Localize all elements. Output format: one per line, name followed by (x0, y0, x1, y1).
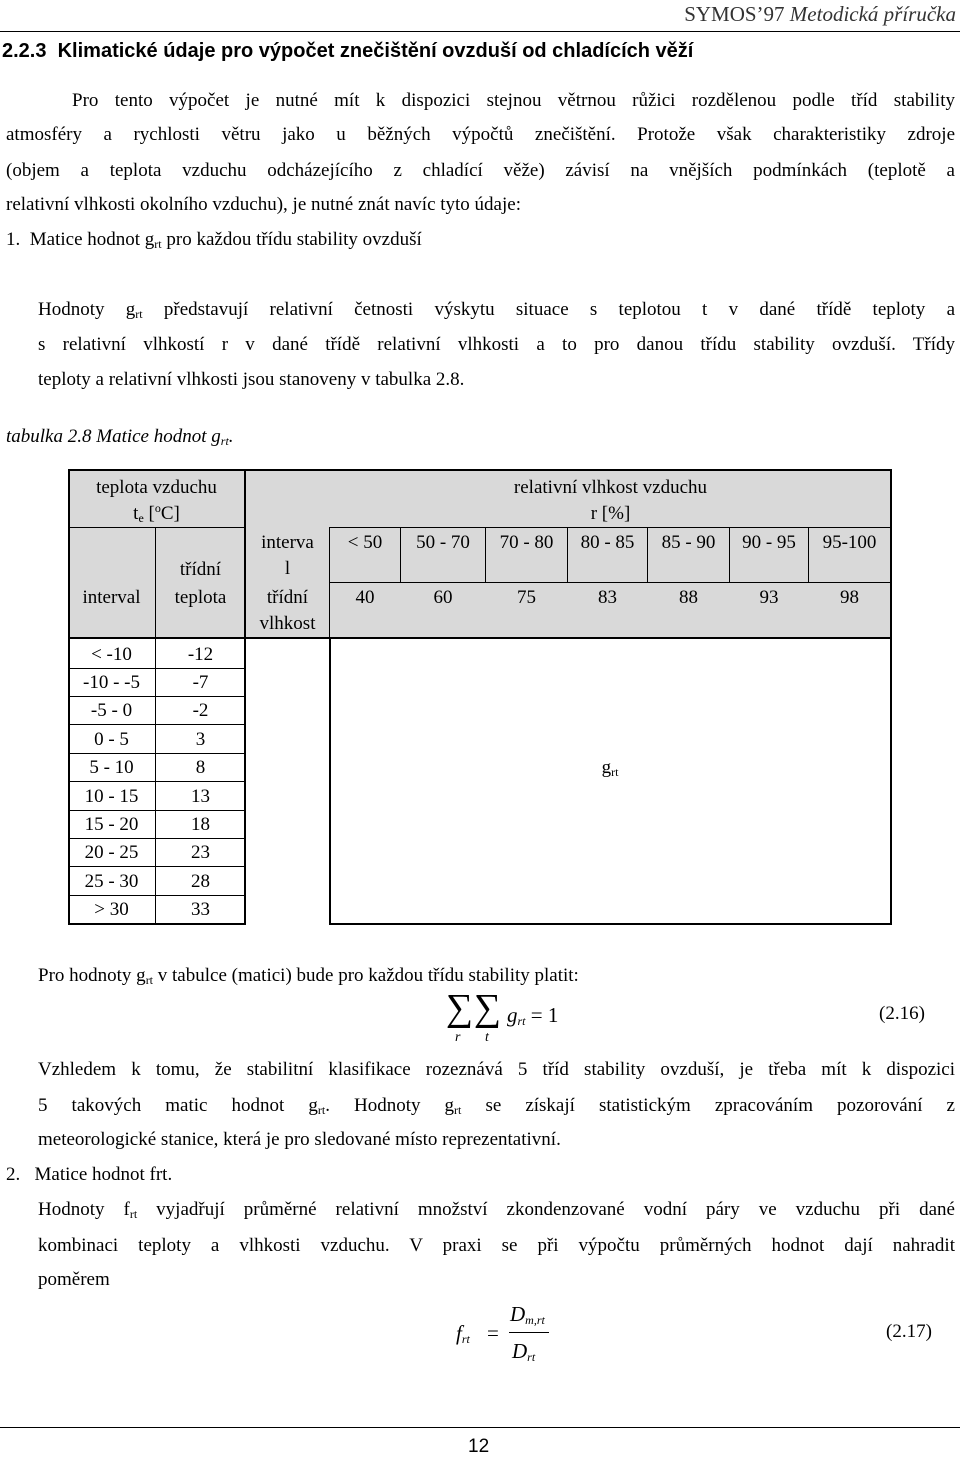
intro-line-2: atmosféry a rychlosti větru jako u běžných výpočtů znečištění. Protože však charakteristiky zdroje (6, 124, 955, 145)
para2-pre: Hodnoty g (38, 299, 136, 320)
temp-class-cell: 23 (191, 842, 210, 863)
interval-label: interval (82, 587, 141, 608)
page-number: 12 (468, 1436, 490, 1457)
item-2-number: 2. (6, 1164, 21, 1185)
para4-line-3: meteorologické stanice, která je pro sledované místo reprezentativní. (38, 1129, 561, 1150)
header-doc: SYMOS’97 (684, 2, 785, 26)
para2-line-2: s relativní vlhkostí r v dané třídě relativní vlhkosti a to pro danou třídu stability ovzduší. Třídy (38, 334, 955, 355)
section-number: 2.2.3 (2, 40, 47, 62)
header-rule (0, 31, 960, 32)
left-header-unit-post: C] (160, 503, 180, 524)
matrix-body-label (560, 757, 660, 779)
eq17-f: f (456, 1321, 462, 1345)
para4-line-1: Vzhledem k tomu, že stabilitní klasifikace rozeznává 5 tříd stability ovzduší, je třeba mít k dispozici (38, 1059, 955, 1080)
temp-class-cell: -7 (192, 672, 209, 693)
section-heading (2, 40, 693, 63)
para5-line-1 (38, 1199, 955, 1221)
mid-interval-label-1: interva (261, 532, 314, 553)
temp-class-cell: 8 (195, 757, 206, 778)
sum-index-t: t (485, 1030, 489, 1045)
caption-sub: rt (220, 434, 229, 448)
para3-post: v tabulce (matici) bude pro každou třídu stability platit: (153, 965, 579, 986)
item-1-sub: rt (154, 237, 162, 251)
para5-line-2: kombinaci teploty a vlhkosti vzduchu. V praxi se při výpočtu průměrných hodnot dají nahradit (38, 1235, 955, 1256)
temp-interval-cell: 5 - 10 (89, 757, 134, 778)
row-rule (68, 724, 245, 725)
eq17-lhs (456, 1321, 470, 1346)
row-rule (68, 753, 245, 754)
para3-sub: rt (145, 973, 154, 987)
humidity-class-cell: 75 (517, 587, 536, 608)
item-2 (6, 1164, 172, 1186)
humidity-class-cell: 93 (759, 587, 779, 608)
para2-sub: rt (135, 307, 143, 321)
row-rule (68, 810, 245, 811)
body-right-bottom-border (329, 923, 892, 925)
header-title (684, 2, 956, 27)
eq16-rhs: = 1 (530, 1003, 559, 1027)
para4-line-2 (38, 1095, 955, 1117)
temp-interval-cell: > 30 (94, 899, 129, 920)
right-header-line1: relativní vlhkost vzduchu (513, 477, 708, 498)
item-1 (6, 229, 422, 251)
row-rule (68, 696, 245, 697)
row-rule (68, 668, 245, 669)
sum-index-r: r (455, 1030, 461, 1045)
left-header-line2 (68, 503, 245, 525)
right-header-rule-1 (330, 527, 891, 528)
table-bottom-border (68, 923, 246, 925)
para4-a: 5 takových matic hodnot g (38, 1095, 318, 1116)
temp-interval-cell: -10 - -5 (83, 672, 140, 693)
temp-interval-cell: 20 - 25 (84, 842, 139, 863)
eq17-numerator (510, 1302, 545, 1327)
eq17-f-sub: rt (461, 1332, 470, 1346)
temp-class-cell: -12 (187, 644, 214, 665)
left-header-degree: o (154, 501, 161, 515)
eq17-den-d: D (512, 1339, 528, 1363)
para3 (38, 965, 579, 987)
mid-class-label-1: třídní (266, 587, 309, 608)
item-1-text (30, 229, 422, 250)
temp-class-cell: 3 (195, 729, 206, 750)
humidity-interval-cell: 85 - 90 (661, 532, 716, 553)
row-rule (68, 866, 245, 867)
humidity-class-cell: 40 (355, 587, 375, 608)
eq17-fraction-bar (509, 1332, 549, 1333)
item-1-number: 1. (6, 229, 21, 250)
para2-line-3: teploty a relativní vlhkosti jsou stanoveny v tabulka 2.8. (38, 369, 465, 390)
matrix-body-g: g (601, 757, 612, 778)
caption-post: . (228, 426, 234, 447)
para4-sub2: rt (454, 1103, 462, 1117)
temp-interval-cell: 0 - 5 (94, 729, 129, 750)
eq17-den-sub: rt (527, 1350, 536, 1364)
humidity-class-cell: 60 (433, 587, 453, 608)
intro-line-3: (objem a teplota vzduchu odcházejícího z chladící věže) závisí na vnějších podmínkách (teplotě a (6, 160, 955, 181)
humidity-interval-cell: 70 - 80 (499, 532, 554, 553)
humidity-interval-cell: < 50 (347, 532, 383, 553)
humidity-interval-cell: 50 - 70 (416, 532, 470, 553)
temp-interval-cell: 10 - 15 (84, 786, 139, 807)
temp-interval-cell: < -10 (91, 644, 132, 665)
temp-interval-cell: -5 - 0 (90, 700, 133, 721)
para5-post: vyjadřují průměrné relativní množství zkondenzované vodní páry ve vzduchu při dané (137, 1199, 955, 1220)
temp-class-cell: 18 (191, 814, 210, 835)
eq17-num-sub: m,rt (525, 1313, 545, 1327)
row-rule (68, 781, 245, 782)
temp-class-cell: -2 (192, 700, 209, 721)
temp-class-cell: 28 (191, 871, 210, 892)
left-header-line1: teplota vzduchu (96, 477, 217, 498)
eq17-equals: = (487, 1321, 499, 1345)
header-subtitle: Metodická příručka (789, 2, 956, 26)
eq17-num-d: D (510, 1302, 526, 1326)
item-2-text: Matice hodnot frt. (34, 1164, 173, 1185)
eq16-body (507, 1003, 558, 1028)
humidity-interval-cell: 80 - 85 (580, 532, 635, 553)
item-1-pre: Matice hodnot g (29, 229, 155, 250)
left-header-rule (68, 527, 245, 528)
humidity-class-cell: 88 (679, 587, 698, 608)
para4-b: . Hodnoty g (325, 1095, 455, 1116)
temp-interval-cell: 15 - 20 (84, 814, 139, 835)
para4-sub1: rt (317, 1103, 326, 1117)
sum-symbol-r: ∑ (446, 987, 474, 1029)
body-right-border (890, 637, 892, 925)
para5-line-3: poměrem (38, 1269, 110, 1290)
para5-pre: Hodnoty f (38, 1199, 130, 1220)
left-header-unit-pre: [ (143, 503, 155, 524)
temp-interval-cell: 25 - 30 (84, 871, 139, 892)
sum-symbol-t: ∑ (474, 987, 502, 1029)
table-top-border (68, 469, 892, 471)
body-mid-col-divider (329, 638, 331, 925)
left-header-t: t (133, 503, 139, 524)
footer-rule (0, 1427, 960, 1428)
right-header-line2: r [%] (590, 503, 631, 524)
para2-line-1 (38, 299, 955, 321)
section-title: Klimatické údaje pro výpočet znečištění ovzduší od chladících věží (57, 40, 694, 62)
eq17-label: (2.17) (886, 1321, 932, 1342)
temp-class-cell: 13 (191, 786, 210, 807)
mid-interval-label-2: l (284, 558, 291, 579)
para3-pre: Pro hodnoty g (38, 965, 146, 986)
caption-pre: tabulka 2.8 Matice hodnot g (6, 426, 221, 447)
mid-class-label-2: vlhkost (259, 613, 316, 634)
item-1-post: pro každou třídu stability ovzduší (161, 229, 422, 250)
eq16-label: (2.16) (879, 1003, 925, 1024)
right-header-rule-2 (330, 582, 891, 583)
para4-c: se získají statistickým zpracováním pozorování z (461, 1095, 955, 1116)
intro-line-4: relativní vlhkosti okolního vzduchu), je nutné znát navíc tyto údaje: (6, 194, 521, 215)
intro-line-1: Pro tento výpočet je nutné mít k dispozici stejnou větrnou růžici rozdělenou podle tříd stability (72, 90, 955, 111)
eq16-sub: rt (517, 1014, 526, 1028)
row-rule (68, 838, 245, 839)
eq17-denominator (512, 1339, 535, 1364)
eq16-g: g (507, 1003, 518, 1027)
temp-class-cell: 33 (191, 899, 210, 920)
humidity-class-cell: 83 (598, 587, 617, 608)
row-rule (68, 895, 245, 896)
matrix-body-sub: rt (611, 765, 619, 779)
humidity-interval-cell: 90 - 95 (742, 532, 796, 553)
class-temp-label-1: třídní (179, 559, 222, 580)
left-header-e: e (138, 511, 144, 525)
para5-sub: rt (129, 1207, 138, 1221)
class-temp-label-2: teplota (174, 587, 227, 608)
para2-post: představují relativní četnosti výskytu situace s teplotou t v dané třídě teploty a (142, 299, 955, 320)
table-caption (6, 426, 234, 448)
humidity-interval-cell: 95-100 (822, 532, 877, 553)
header-bottom-border (68, 637, 892, 639)
humidity-class-cell: 98 (840, 587, 859, 608)
